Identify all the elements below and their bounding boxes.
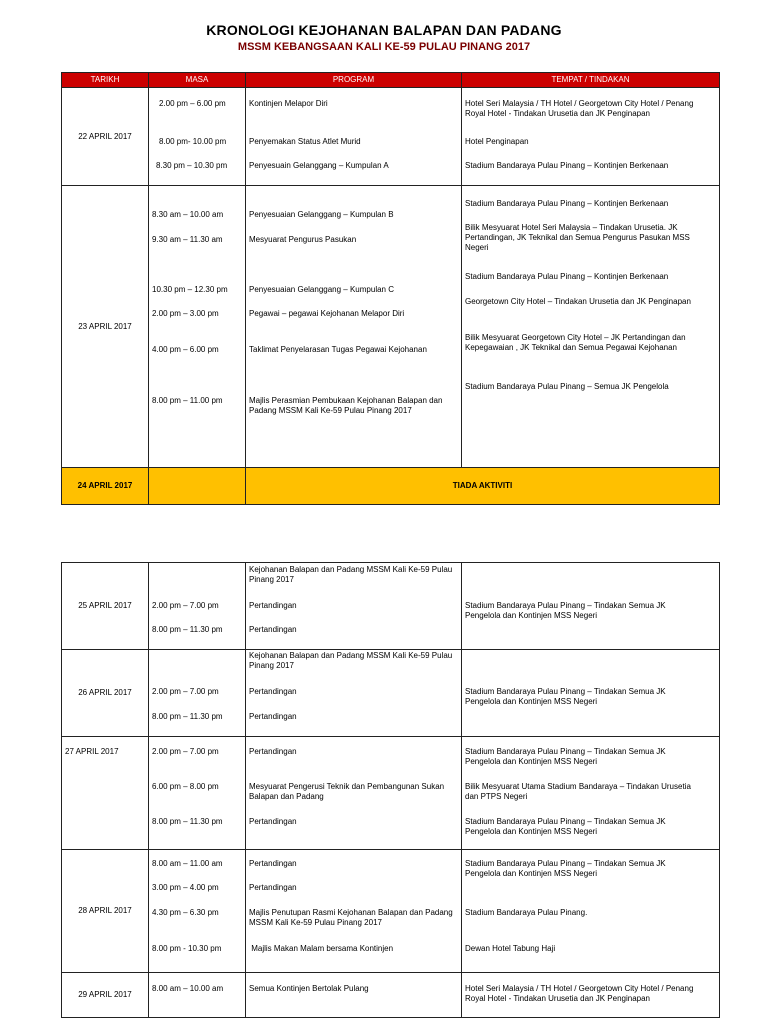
row-place: Stadium Bandaraya Pulau Pinang – Kontinjen Berkenaan bbox=[465, 272, 669, 281]
row-place: Hotel Penginapan bbox=[465, 137, 529, 146]
row-program: Penyesuaian Gelanggang – Kumpulan B bbox=[249, 210, 394, 219]
row-program: Mesyuarat Pengurus Pasukan bbox=[249, 235, 357, 244]
row-program: Pertandingan bbox=[249, 747, 297, 756]
row-time: 10.30 pm – 12.30 pm bbox=[152, 285, 228, 294]
schedule-table-2 bbox=[61, 562, 720, 1018]
document-subtitle: MSSM KEBANGSAAN KALI KE-59 PULAU PINANG 2017 bbox=[237, 41, 531, 53]
header-masa: MASA bbox=[149, 73, 246, 88]
row-time: 8.30 pm – 10.30 pm bbox=[156, 161, 228, 170]
row-program: Penyemakan Status Atlet Murid bbox=[249, 137, 361, 146]
row-date: 29 APRIL 2017 bbox=[62, 973, 149, 1018]
row-date: 28 APRIL 2017 bbox=[62, 850, 149, 973]
row-time: 2.00 pm – 7.00 pm bbox=[152, 747, 219, 756]
row-program: Pertandingan bbox=[249, 817, 297, 826]
row-program: Pegawai – pegawai Kejohanan Melapor Diri bbox=[249, 309, 405, 318]
table-row bbox=[62, 650, 720, 737]
row-place: Stadium Bandaraya Pulau Pinang – Tindakan Semua JK Pengelola dan Kontinjen MSS Negeri bbox=[465, 817, 666, 836]
row-program: Semua Kontinjen Bertolak Pulang bbox=[249, 984, 369, 993]
row-place: Bilik Mesyuarat Georgetown City Hotel – JK Pertandingan dan Kepegawaian , JK Teknikal dan Semua Pegawai Kejohanan bbox=[465, 333, 686, 352]
row-time: 8.00 pm – 11.30 pm bbox=[152, 712, 223, 721]
row-time: 4.00 pm – 6.00 pm bbox=[152, 345, 219, 354]
empty-cell bbox=[149, 468, 246, 505]
row-date: 25 APRIL 2017 bbox=[62, 563, 149, 650]
row-place: Stadium Bandaraya Pulau Pinang – Tindakan Semua JK Pengelola dan Kontinjen MSS Negeri bbox=[465, 747, 666, 766]
row-time: 3.00 pm – 4.00 pm bbox=[152, 883, 219, 892]
table-row bbox=[62, 737, 720, 850]
table-row bbox=[62, 88, 720, 186]
row-time: 8.00 pm - 10.30 pm bbox=[152, 944, 222, 953]
row-program: Majlis Penutupan Rasmi Kejohanan Balapan dan Padang MSSM Kali Ke-59 Pulau Pinang 2017 bbox=[249, 908, 453, 927]
row-place: Stadium Bandaraya Pulau Pinang – Semua JK Pengelola bbox=[465, 382, 669, 391]
row-program: Pertandingan bbox=[249, 687, 297, 696]
row-program: Kejohanan Balapan dan Padang MSSM Kali Ke-59 Pulau Pinang 2017 bbox=[249, 651, 453, 670]
row-place: Bilik Mesyuarat Hotel Seri Malaysia – Tindakan Urusetia. JK Pertandingan, JK Teknikal dan Semua Pengurus Pasukan MSS Negeri bbox=[465, 223, 690, 252]
row-program: Pertandingan bbox=[249, 859, 297, 868]
row-place: Stadium Bandaraya Pulau Pinang – Tindakan Semua JK Pengelola dan Kontinjen MSS Negeri bbox=[465, 601, 666, 620]
row-program: Taklimat Penyelarasan Tugas Pegawai Kejohanan bbox=[249, 345, 427, 354]
row-program: Kontinjen Melapor Diri bbox=[249, 99, 328, 108]
row-time: 6.00 pm – 8.00 pm bbox=[152, 782, 219, 791]
row-place: Stadium Bandaraya Pulau Pinang – Tindakan Semua JK Pengelola dan Kontinjen MSS Negeri bbox=[465, 687, 666, 706]
row-time: 2.00 pm – 3.00 pm bbox=[152, 309, 219, 318]
row-date: 23 APRIL 2017 bbox=[62, 186, 149, 468]
header-program: PROGRAM bbox=[246, 73, 462, 88]
row-time: 8.00 pm- 10.00 pm bbox=[159, 137, 227, 146]
row-place: Stadium Bandaraya Pulau Pinang – Tindakan Semua JK Pengelola dan Kontinjen MSS Negeri bbox=[465, 859, 666, 878]
row-time: 8.00 pm – 11.30 pm bbox=[152, 817, 223, 826]
table-row-no-activity bbox=[62, 468, 720, 505]
row-time: 8.00 am – 10.00 am bbox=[152, 984, 224, 993]
row-date: 24 APRIL 2017 bbox=[62, 468, 149, 505]
row-program: Majlis Perasmian Pembukaan Kejohanan Balapan dan Padang MSSM Kali Ke-59 Pulau Pinang 2017 bbox=[249, 396, 443, 415]
row-time: 2.00 pm – 7.00 pm bbox=[152, 601, 219, 610]
row-time: 4.30 pm – 6.30 pm bbox=[152, 908, 219, 917]
row-place: Dewan Hotel Tabung Haji bbox=[465, 944, 556, 953]
header-tempat: TEMPAT / TINDAKAN bbox=[462, 73, 720, 88]
row-date: 26 APRIL 2017 bbox=[62, 650, 149, 737]
row-program: Penyesuain Gelanggang – Kumpulan A bbox=[249, 161, 389, 170]
row-program: Penyesuaian Gelanggang – Kumpulan C bbox=[249, 285, 394, 294]
table-row bbox=[62, 186, 720, 468]
table-row bbox=[62, 973, 720, 1018]
table-header-row bbox=[62, 73, 720, 88]
row-time: 9.30 am – 11.30 am bbox=[152, 235, 223, 244]
row-date: 22 APRIL 2017 bbox=[62, 88, 149, 186]
row-program: Pertandingan bbox=[249, 712, 297, 721]
row-program: Pertandingan bbox=[249, 883, 297, 892]
row-time: 2.00 pm – 6.00 pm bbox=[159, 99, 226, 108]
row-time: 8.30 am – 10.00 am bbox=[152, 210, 224, 219]
schedule-table-1 bbox=[61, 72, 720, 505]
row-place: Stadium Bandaraya Pulau Pinang – Kontinjen Berkenaan bbox=[465, 199, 669, 208]
row-program: Pertandingan bbox=[249, 625, 297, 634]
row-place: Georgetown City Hotel – Tindakan Urusetia dan JK Penginapan bbox=[465, 297, 691, 306]
no-activity-note: TIADA AKTIVITI bbox=[246, 468, 720, 505]
table-row bbox=[62, 563, 720, 650]
row-place: Hotel Seri Malaysia / TH Hotel / Georgetown City Hotel / Penang Royal Hotel - Tindakan Urusetia dan JK Penginapan bbox=[465, 99, 694, 118]
row-program: Mesyuarat Pengerusi Teknik dan Pembangunan Sukan Balapan dan Padang bbox=[249, 782, 445, 801]
row-time: 8.00 pm – 11.00 pm bbox=[152, 396, 223, 405]
row-place: Bilik Mesyuarat Utama Stadium Bandaraya – Tindakan Urusetia dan PTPS Negeri bbox=[465, 782, 691, 801]
document-title: KRONOLOGI KEJOHANAN BALAPAN DAN PADANG bbox=[206, 22, 562, 38]
row-time: 8.00 pm – 11.30 pm bbox=[152, 625, 223, 634]
row-program: Kejohanan Balapan dan Padang MSSM Kali Ke-59 Pulau Pinang 2017 bbox=[249, 565, 453, 584]
table-row bbox=[62, 850, 720, 973]
row-place: Hotel Seri Malaysia / TH Hotel / Georgetown City Hotel / Penang Royal Hotel - Tindakan Urusetia dan JK Penginapan bbox=[465, 984, 694, 1003]
row-place: Stadium Bandaraya Pulau Pinang. bbox=[465, 908, 588, 917]
row-program: Pertandingan bbox=[249, 601, 297, 610]
row-time: 8.00 am – 11.00 am bbox=[152, 859, 223, 868]
row-date: 27 APRIL 2017 bbox=[65, 747, 119, 756]
row-program: Majlis Makan Malam bersama Kontinjen bbox=[249, 944, 394, 953]
header-tarikh: TARIKH bbox=[62, 73, 149, 88]
row-place: Stadium Bandaraya Pulau Pinang – Kontinjen Berkenaan bbox=[465, 161, 669, 170]
row-time: 2.00 pm – 7.00 pm bbox=[152, 687, 219, 696]
